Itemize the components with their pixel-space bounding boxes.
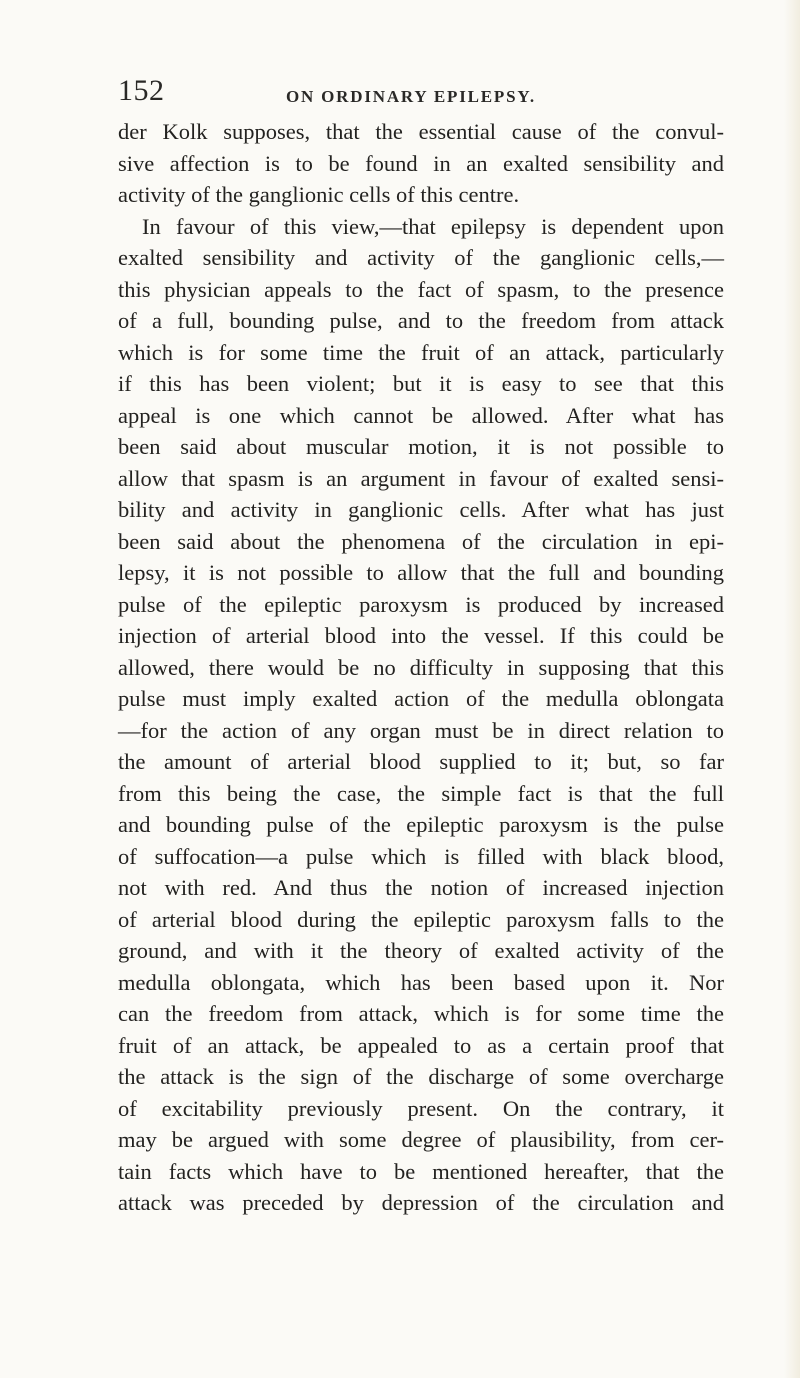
text-line: sive affection is to be found in an exalted sensibility and (118, 150, 724, 176)
page-number: 152 (118, 74, 165, 107)
text-line: ground, and with it the theory of exalted activity of the (118, 938, 724, 963)
text-line: attack was preceded by depression of the circulation and (118, 1190, 724, 1215)
text-line: if this has been violent; but it is easy to see that this (118, 371, 724, 396)
text-line: and bounding pulse of the epileptic paroxysm is the pulse (118, 812, 724, 837)
running-head (118, 66, 718, 106)
text-line: the attack is the sign of the discharge of some overcharge (118, 1064, 724, 1089)
running-title: ON ORDINARY EPILEPSY. (286, 87, 536, 106)
text-line: pulse must imply exalted action of the medulla oblongata (118, 686, 724, 711)
text-line: of excitability previously present. On the contrary, it (118, 1095, 724, 1121)
text-line: bility and activity in ganglionic cells. After what has just (118, 497, 724, 522)
text-line: exalted sensibility and activity of the ganglionic cells,— (118, 245, 724, 270)
text-line: from this being the case, the simple fact is that the full (118, 780, 724, 806)
text-line: allow that spasm is an argument in favour of exalted sensi- (118, 465, 724, 491)
text-line: which is for some time the fruit of an attack, particularly (118, 339, 724, 365)
text-line: not with red. And thus the notion of increased injection (118, 875, 724, 900)
text-line: In favour of this view,—that epilepsy is dependent upon (142, 213, 724, 239)
text-line: fruit of an attack, be appealed to as a certain proof that (118, 1032, 724, 1058)
text-line: allowed, there would be no difficulty in supposing that this (118, 654, 724, 680)
text-line: of suffocation—a pulse which is filled with black blood, (118, 843, 724, 869)
text-line: injection of arterial blood into the vessel. If this could be (118, 623, 724, 648)
body-text (118, 116, 724, 1219)
text-line: can the freedom from attack, which is for some time the (118, 1001, 724, 1026)
text-line: der Kolk supposes, that the essential cause of the convul- (118, 119, 724, 144)
text-line: of arterial blood during the epileptic paroxysm falls to the (118, 906, 724, 932)
text-line: the amount of arterial blood supplied to it; but, so far (118, 749, 724, 774)
text-line: this physician appeals to the fact of spasm, to the presence (118, 276, 724, 302)
text-line: activity of the ganglionic cells of this centre. (118, 182, 520, 207)
text-line: appeal is one which cannot be allowed. After what has (118, 402, 724, 428)
text-line: may be argued with some degree of plausibility, from cer- (118, 1127, 724, 1152)
page-edge-shadow (784, 0, 800, 1378)
text-line: of a full, bounding pulse, and to the freedom from attack (118, 308, 724, 333)
text-line: been said about muscular motion, it is not possible to (118, 434, 724, 459)
text-line: —for the action of any organ must be in direct relation to (118, 717, 724, 743)
text-line: medulla oblongata, which has been based upon it. Nor (118, 969, 724, 995)
text-line: pulse of the epileptic paroxysm is produced by increased (118, 591, 724, 617)
text-line: tain facts which have to be mentioned hereafter, that the (118, 1158, 724, 1184)
text-line: been said about the phenomena of the circulation in epi- (118, 528, 724, 554)
text-line: lepsy, it is not possible to allow that the full and bounding (118, 560, 724, 585)
